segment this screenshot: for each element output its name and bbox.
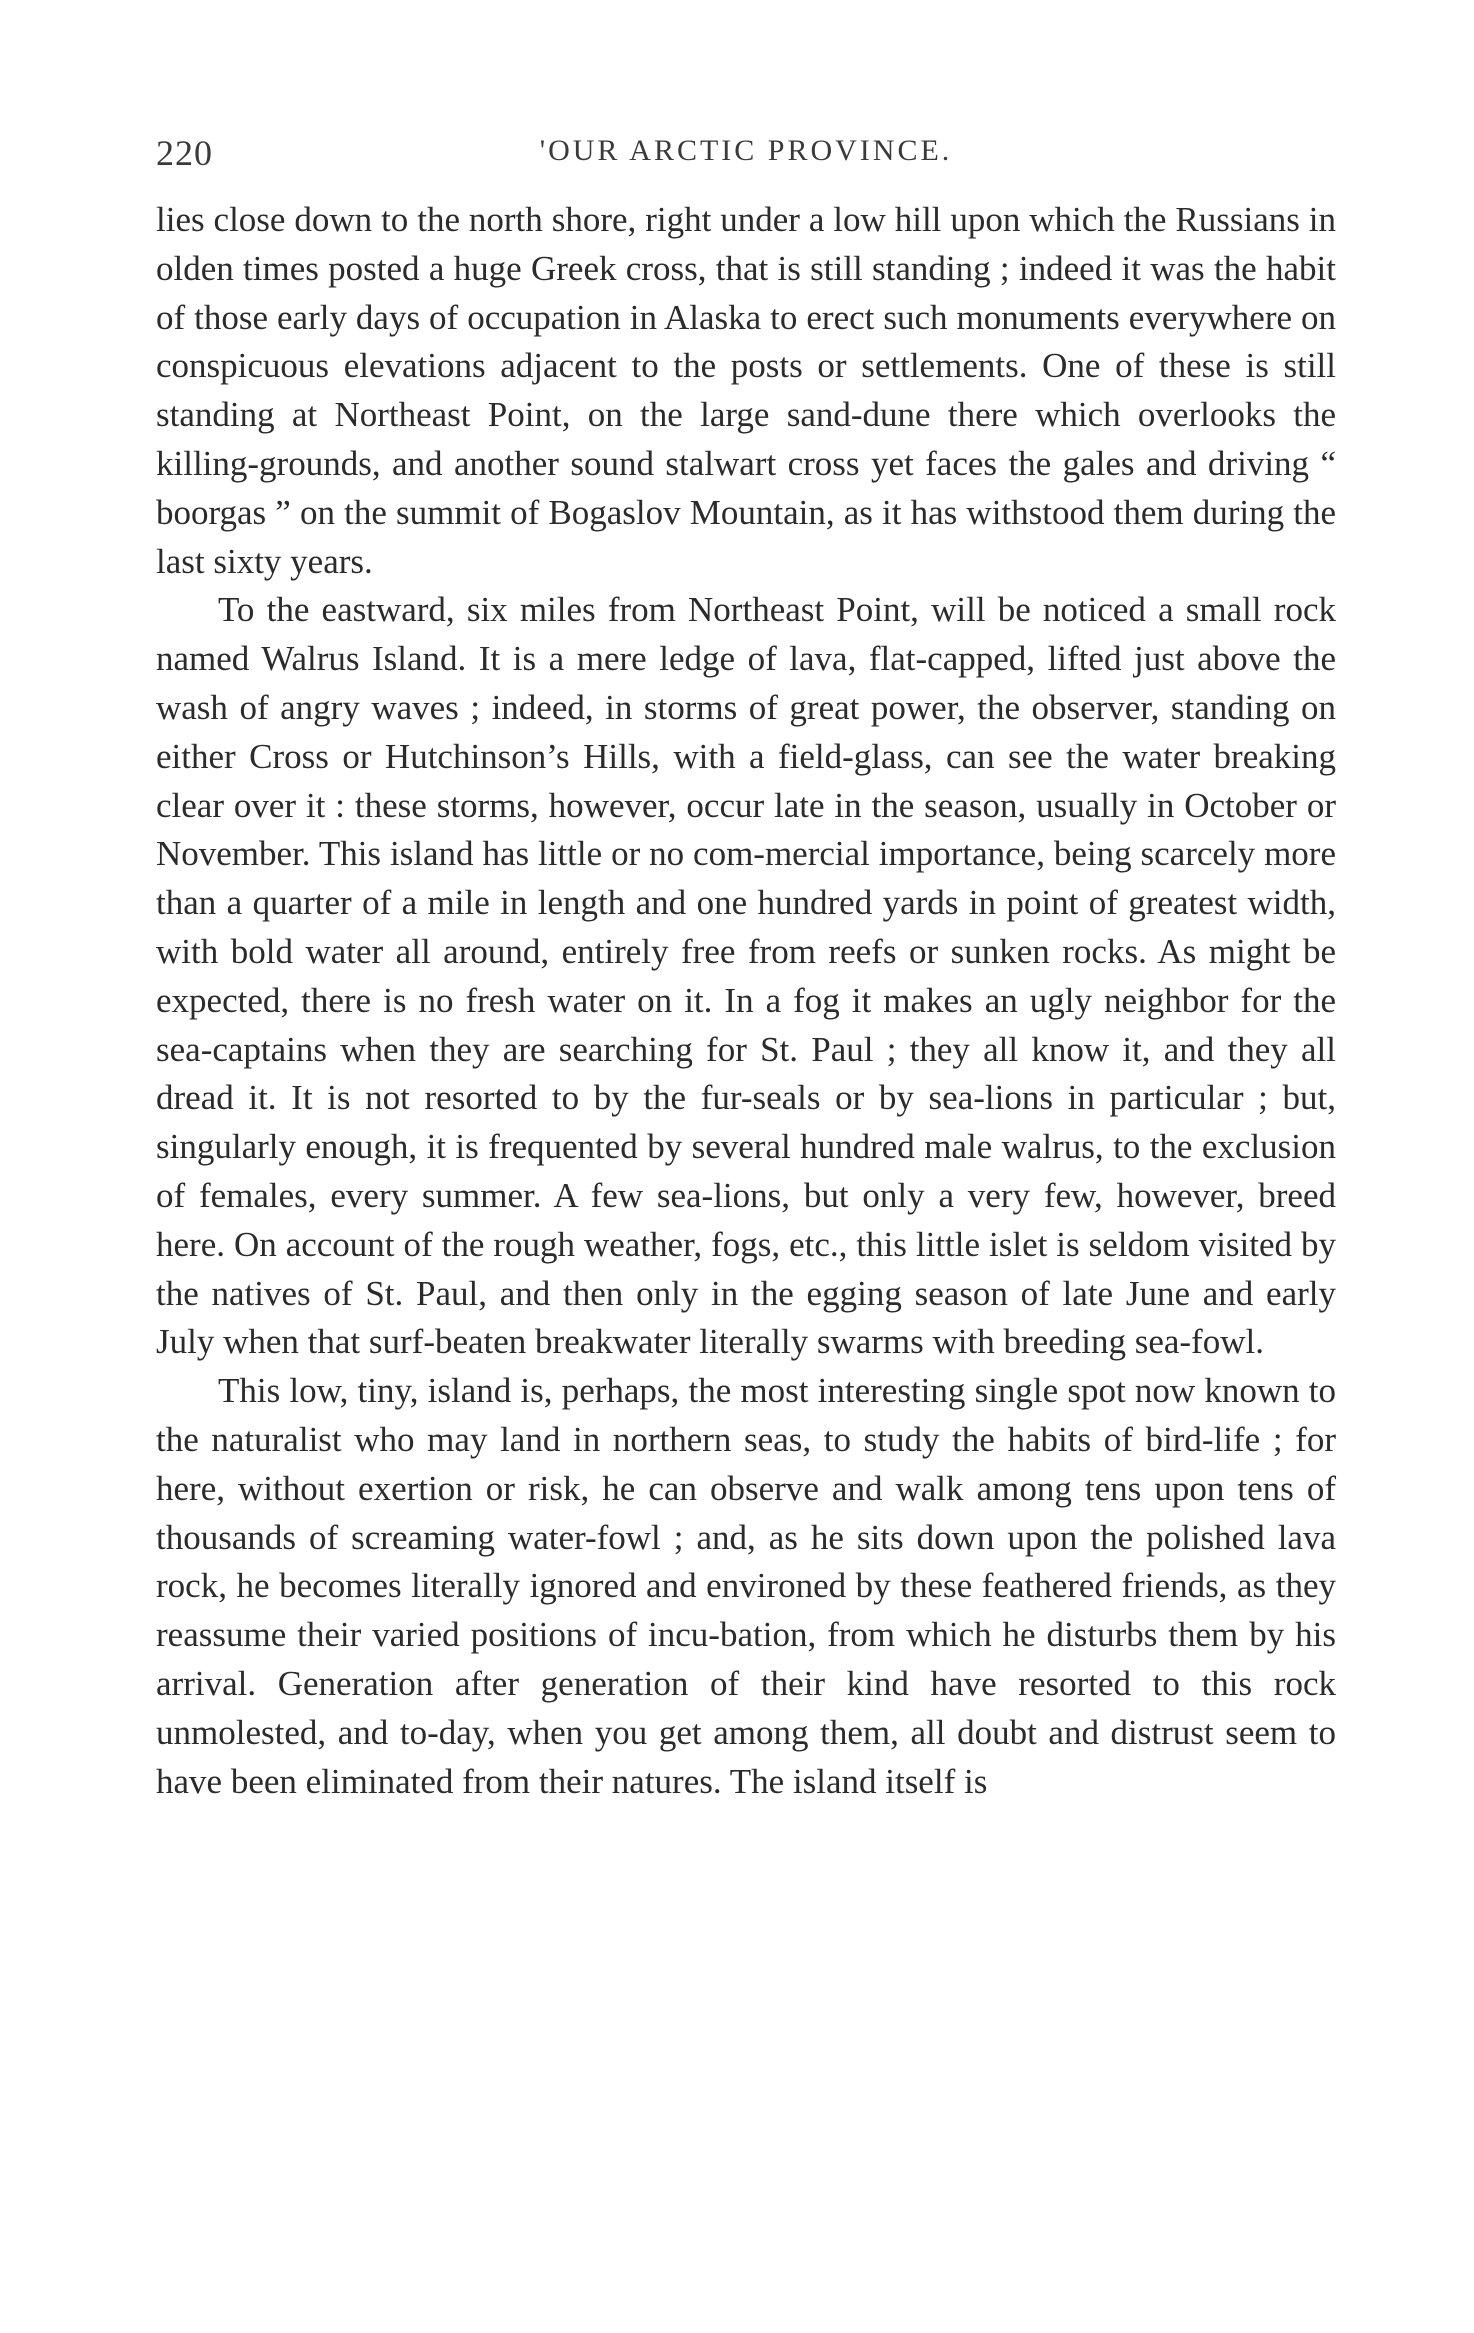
paragraph-bird-life: This low, tiny, island is, perhaps, the most interesting single spot now known to the naturalist who may land in northern seas, to study the habits of bird-life ; for here, without exertion or risk, he can observe and walk among tens upon tens of thousands of screaming water-fowl ; and, as he sits down upon the polished lava rock, he becomes literally ignored and environed by these feathered friends, as they reassume their varied positions of incu-bation, from which he disturbs them by his arrival. Generation after generation of their kind have resorted to this rock unmolested, and to-day, when you get among them, all doubt and distrust seem to have been eliminated from their natures. The island itself is [156, 1371, 1336, 1801]
body-text [156, 196, 1336, 1806]
page-number: 220 [156, 133, 213, 173]
paragraph-walrus-island: To the eastward, six miles from Northeast Point, will be noticed a small rock named Walrus Island. It is a mere ledge of lava, flat-capped, lifted just above the wash of angry waves ; indeed, in storms of great power, the observer, standing on either Cross or Hutchinson’s Hills, with a field-glass, can see the water breaking clear over it : these storms, however, occur late in the season, usually in October or November. This island has little or no com-mercial importance, being scarcely more than a quarter of a mile in length and one hundred yards in point of greatest width, with bold water all around, entirely free from reefs or sunken rocks. As might be expected, there is no fresh water on it. In a fog it makes an ugly neighbor for the sea-captains when they are searching for St. Paul ; they all know it, and they all dread it. It is not resorted to by the fur-seals or by sea-lions in particular ; but, singularly enough, it is frequented by several hundred male walrus, to the exclusion of females, every summer. A few sea-lions, but only a very few, however, breed here. On account of the rough weather, fogs, etc., this little islet is seldom visited by the natives of St. Paul, and then only in the egging season of late June and early July when that surf-beaten breakwater literally swarms with breeding sea-fowl. [156, 590, 1336, 1362]
running-head [156, 132, 1336, 182]
paragraph-continued: lies close down to the north shore, right under a low hill upon which the Russians in olden times posted a huge Greek cross, that is still standing ; indeed it was the habit of those early days of occupation in Alaska to erect such monuments everywhere on conspicuous elevations adjacent to the posts or settlements. One of these is still standing at Northeast Point, on the large sand-dune there which overlooks the killing-grounds, and another sound stalwart cross yet faces the gales and driving “ boorgas ” on the summit of Bogaslov Mountain, as it has withstood them during the last sixty years. [156, 200, 1336, 581]
running-title: 'OUR ARCTIC PROVINCE. [539, 134, 953, 167]
